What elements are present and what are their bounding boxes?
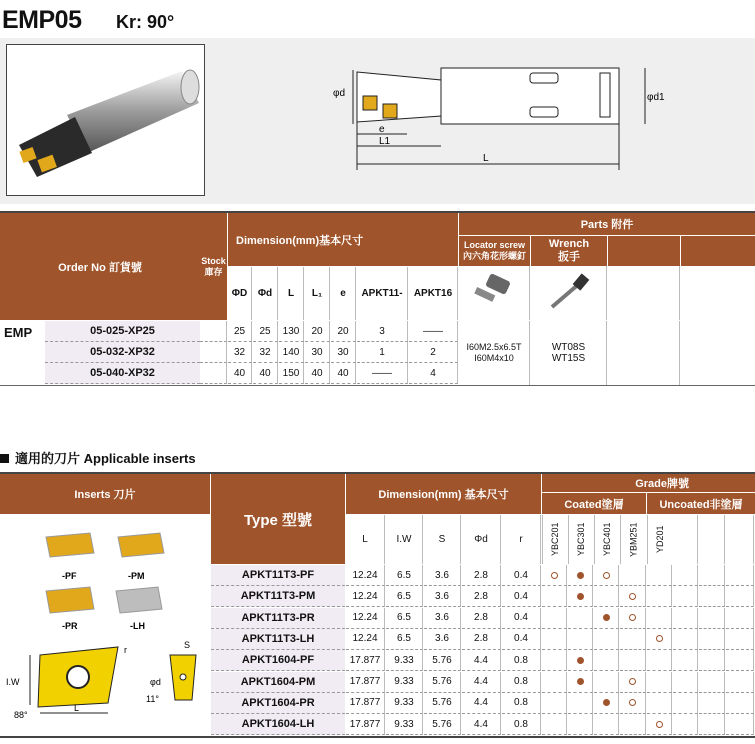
order-cell: 130 [279,321,304,342]
insert-dim-cell: 9.33 [386,714,423,735]
grade-cell [620,693,646,714]
available-circle-icon [656,635,663,642]
insert-dim-cell: 2.8 [462,608,501,629]
order-cell: 1 [357,342,408,363]
grade-cell [673,586,698,607]
grade-cell [647,586,672,607]
grade-cell [594,714,619,735]
insert-dim-header: r [502,515,541,564]
grade-cell [594,672,619,693]
insert-type: APKT1604-LH [211,714,345,735]
type-header: Type 型號 [211,474,345,564]
order-cell: 32 [253,342,278,363]
insert-type: APKT1604-PM [211,672,345,693]
grade-cell [542,565,567,586]
label-iw: I.W [6,677,20,687]
grade-cell [542,714,567,735]
available-circle-icon [603,572,610,579]
grade-header-cell: YBC201 [542,515,567,564]
grade-cell [647,714,672,735]
insert-dim-cell: 2.8 [462,565,501,586]
label-e: e [379,124,385,135]
inserts-heading [0,448,196,467]
grade-cell [542,629,567,650]
lead-angle: Kr: 90° [116,12,175,32]
parts-blank-1 [608,236,680,266]
insert-dim-cell: 0.4 [502,629,541,650]
insert-dim-cell: 5.76 [424,693,461,714]
insert-dim-cell: 0.4 [502,586,541,607]
grade-header: Grade牌號 [542,474,755,492]
insert-dim-cell: 17.877 [346,650,385,671]
label-d1: φd1 [647,92,665,103]
wrench-header: Wrench 扳手 [531,236,607,266]
grade-cell [699,650,725,671]
label-pm: -PM [128,571,145,581]
insert-dim-cell: 12.24 [346,586,385,607]
parts-blank-2 [681,236,755,266]
insert-dim-cell: 17.877 [346,672,385,693]
grade-blank-header [673,515,698,564]
dim-col-header: ΦD [228,267,252,320]
grade-cell [594,650,619,671]
order-cell: —— [409,321,458,342]
available-circle-icon [629,699,636,706]
label-l-sketch: L [74,703,80,713]
insert-dim-cell: 0.8 [502,693,541,714]
insert-dim-cell: 17.877 [346,693,385,714]
order-cell: 4 [409,363,458,384]
grade-cell [594,586,619,607]
grade-cell [542,672,567,693]
grade-cell [568,672,593,693]
grade-cell [620,586,646,607]
locator-screw-image [459,266,530,320]
order-cell: 40 [253,363,278,384]
insert-dim-cell: 4.4 [462,672,501,693]
grade-cell [699,693,725,714]
label-lh: -LH [130,621,145,631]
insert-dim-cell: 0.8 [502,714,541,735]
grade-cell [647,608,672,629]
insert-dimension-header: Dimension(mm) 基本尺寸 [346,474,541,514]
rule-order-bottom [0,385,755,386]
grade-cell [594,693,619,714]
dim-col-header: APKT11- [357,267,408,320]
label-pf: -PF [62,571,77,581]
insert-images [0,515,210,735]
available-circle-icon [629,614,636,621]
label-r: r [124,645,127,655]
parts-blank-4 [608,321,680,385]
insert-type: APKT11T3-PM [211,586,345,607]
grade-cell [726,693,754,714]
insert-dim-cell: 3.6 [424,629,461,650]
stock-cell [200,363,227,384]
insert-dim-cell: 17.877 [346,714,385,735]
grade-cell [542,693,567,714]
order-cell: 2 [409,342,458,363]
insert-type: APKT1604-PF [211,650,345,671]
grade-cell [620,650,646,671]
insert-dim-cell: 3.6 [424,608,461,629]
insert-dim-cell: 6.5 [386,565,423,586]
insert-dim-cell: 9.33 [386,650,423,671]
label-l1: L1 [379,136,391,147]
grade-cell [594,608,619,629]
insert-dim-header: I.W [386,515,423,564]
insert-dim-cell: 0.4 [502,565,541,586]
insert-type: APKT11T3-PR [211,608,345,629]
grade-cell [647,565,672,586]
insert-dim-cell: 0.4 [502,608,541,629]
stock-cell [200,321,227,342]
wrench-image [531,266,607,320]
insert-type: APKT11T3-LH [211,629,345,650]
dim-col-header: Φd [253,267,278,320]
order-code: 05-032-XP32 [45,342,200,363]
bullet-icon [0,454,9,463]
insert-dim-cell: 12.24 [346,629,385,650]
grade-cell [647,672,672,693]
dim-col-header: L₁ [305,267,330,320]
locator-header: Locator screw 內六角花形螺釘 [459,236,530,266]
insert-dim-cell: 9.33 [386,672,423,693]
grade-cell [620,608,646,629]
wrench-icon [544,273,594,313]
insert-dim-cell: 0.8 [502,650,541,671]
grade-cell [673,650,698,671]
label-d: φd [333,88,346,99]
grade-cell [620,714,646,735]
grade-cell [647,650,672,671]
available-circle-icon [629,593,636,600]
label-s: S [184,640,191,650]
insert-dim-cell: 6.5 [386,608,423,629]
grade-cell [568,714,593,735]
recommended-dot-icon [577,657,584,664]
insert-dim-header: Φd [462,515,501,564]
order-cell: 20 [331,321,356,342]
recommended-dot-icon [603,614,610,621]
recommended-dot-icon [603,699,610,706]
grade-cell [699,714,725,735]
order-cell: 25 [228,321,252,342]
grade-blank-header [726,515,754,564]
insert-dim-cell: 4.4 [462,693,501,714]
grade-cell [568,608,593,629]
label-phid: φd [150,677,161,687]
insert-dim-cell: 12.24 [346,565,385,586]
insert-dim-cell: 3.6 [424,565,461,586]
grade-cell [568,693,593,714]
available-circle-icon [656,721,663,728]
grade-cell [699,629,725,650]
order-cell: 30 [305,342,330,363]
grade-header-cell: YBM251 [620,515,646,564]
insert-dim-cell: 5.76 [424,650,461,671]
grade-cell [568,629,593,650]
grade-cell [594,629,619,650]
grade-cell [594,565,619,586]
grade-cell [620,629,646,650]
insert-dim-cell: 12.24 [346,608,385,629]
rule-inserts-bottom [0,736,755,738]
coated-header: Coated塗層 [542,493,646,514]
dimension-drawing [325,60,665,180]
order-code: 05-025-XP25 [45,321,200,342]
insert-dim-cell: 4.4 [462,714,501,735]
inserts-heading-text: 適用的刀片 Applicable inserts [15,451,196,466]
order-no-header: Order No 訂貨號 [0,213,200,320]
grade-header-cell: YBC301 [568,515,593,564]
insert-dim-header: S [424,515,461,564]
product-title: EMP05 [2,6,82,34]
grade-cell [647,629,672,650]
insert-type: APKT1604-PR [211,693,345,714]
insert-dim-cell: 2.8 [462,629,501,650]
tool-photo [6,44,205,196]
label-88: 88° [14,710,28,720]
screw-codes: I60M2.5x6.5T I60M4x10 [459,321,530,385]
label-11: 11° [146,694,159,704]
dimension-header: Dimension(mm)基本尺寸 [228,213,458,266]
grade-cell [726,565,754,586]
available-circle-icon [629,678,636,685]
insert-dim-cell: 3.6 [424,586,461,607]
dim-col-header: L [279,267,304,320]
wrench-codes: WT08S WT15S [531,321,607,385]
insert-dim-header: L [346,515,385,564]
grade-cell [699,565,725,586]
label-pr: -PR [62,621,78,631]
order-cell: 140 [279,342,304,363]
parts-header: Parts 附件 [459,213,755,235]
order-cell: 25 [253,321,278,342]
grade-cell [699,586,725,607]
insert-dim-cell: 6.5 [386,629,423,650]
insert-dim-cell: 5.76 [424,672,461,693]
order-cell: 30 [331,342,356,363]
grade-cell [726,650,754,671]
insert-dim-cell: 5.76 [424,714,461,735]
grade-cell [699,608,725,629]
insert-dim-cell: 9.33 [386,693,423,714]
parts-blank-3 [608,266,680,320]
order-cell: 3 [357,321,408,342]
grade-header-cell: YD201 [647,515,672,564]
stock-cell [200,342,227,363]
grade-cell [726,672,754,693]
insert-dim-cell: 6.5 [386,586,423,607]
grade-cell [673,608,698,629]
grade-cell [726,714,754,735]
order-cell: 150 [279,363,304,384]
order-cell: 32 [228,342,252,363]
recommended-dot-icon [577,572,584,579]
grade-blank-header [699,515,725,564]
insert-dim-cell: 2.8 [462,586,501,607]
order-cell: 20 [305,321,330,342]
grade-cell [542,586,567,607]
recommended-dot-icon [577,593,584,600]
label-l: L [483,153,489,164]
grade-cell [568,565,593,586]
insert-dim-cell: 0.8 [502,672,541,693]
grade-cell [620,565,646,586]
grade-cell [699,672,725,693]
order-cell: 40 [228,363,252,384]
grade-header-cell: YBC401 [594,515,619,564]
grade-cell [647,693,672,714]
uncoated-header: Uncoated非塗層 [647,493,755,514]
order-cell: 40 [331,363,356,384]
dim-col-header: e [331,267,356,320]
grade-cell [673,714,698,735]
grade-cell [620,672,646,693]
order-cell: 40 [305,363,330,384]
grade-cell [568,586,593,607]
grade-cell [726,608,754,629]
insert-illustrations [0,515,210,735]
order-cell: —— [357,363,408,384]
stock-header: Stock 庫存 [200,213,227,320]
end-mill-illustration [7,45,204,195]
insert-dim-cell: 4.4 [462,650,501,671]
series-label: EMP [4,324,33,340]
available-circle-icon [551,572,558,579]
insert-type: APKT11T3-PF [211,565,345,586]
grade-cell [726,629,754,650]
order-code: 05-040-XP32 [45,363,200,384]
screw-icon [469,273,519,313]
recommended-dot-icon [577,678,584,685]
grade-cell [542,608,567,629]
inserts-header: Inserts 刀片 [0,474,210,514]
grade-cell [726,586,754,607]
dim-col-header: APKT16 [409,267,458,320]
grade-cell [673,565,698,586]
grade-cell [673,629,698,650]
grade-cell [673,693,698,714]
grade-cell [568,650,593,671]
grade-cell [673,672,698,693]
grade-cell [542,650,567,671]
